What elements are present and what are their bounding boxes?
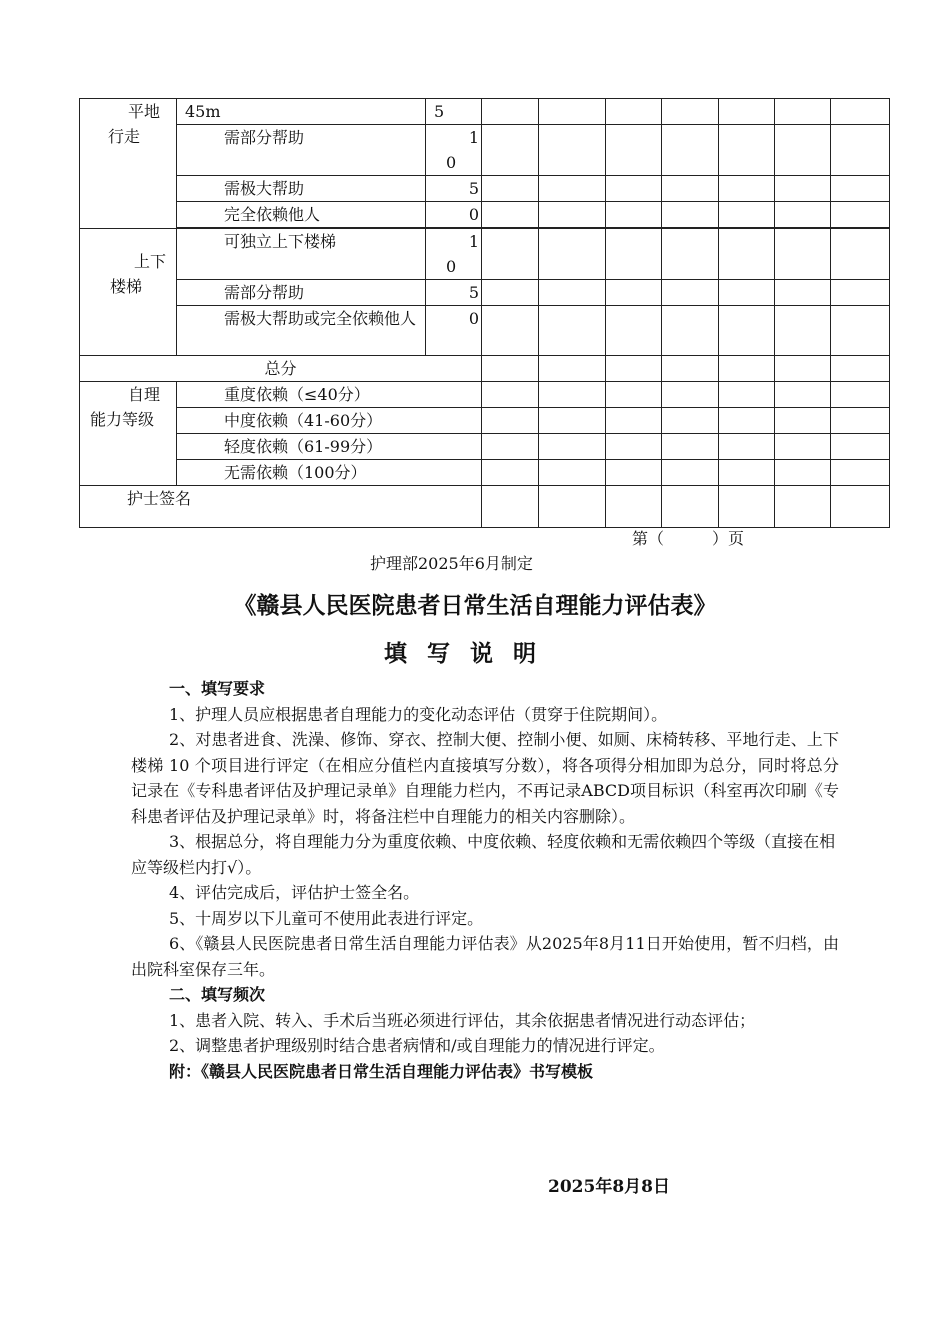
score-cell[interactable] (775, 229, 831, 280)
score-cell[interactable] (606, 125, 662, 176)
check-cell[interactable] (606, 382, 662, 408)
score-cell[interactable] (539, 176, 606, 202)
score-cell[interactable] (662, 356, 719, 382)
score-cell[interactable] (539, 229, 606, 280)
score-cell[interactable] (831, 306, 890, 356)
score-cell[interactable] (831, 99, 890, 125)
check-cell[interactable] (831, 408, 890, 434)
score-cell[interactable] (662, 229, 719, 280)
score-cell[interactable] (606, 202, 662, 228)
date: 2025年8月8日 (548, 1177, 670, 1197)
score-cell[interactable] (719, 125, 775, 176)
check-cell[interactable] (719, 460, 775, 486)
score-cell[interactable] (606, 306, 662, 356)
score-cell[interactable] (606, 280, 662, 306)
score-cell[interactable] (539, 125, 606, 176)
score-cell[interactable] (831, 176, 890, 202)
assessment-table (79, 98, 890, 528)
score-cell[interactable] (482, 229, 539, 280)
score-cell[interactable] (482, 280, 539, 306)
table-row (80, 229, 890, 280)
score-cell[interactable] (719, 280, 775, 306)
instruction-item: 1、患者入院、转入、手术后当班必须进行评估，其余依据患者情况进行动态评估； (169, 1010, 756, 1030)
score-cell[interactable] (482, 306, 539, 356)
score-cell[interactable] (775, 176, 831, 202)
table-row (80, 434, 890, 460)
score-cell[interactable] (831, 356, 890, 382)
score-cell[interactable] (831, 229, 890, 280)
item-score: 0 (426, 202, 482, 228)
item-score: 5 (426, 176, 482, 202)
item-label: 需部分帮助 (177, 125, 426, 176)
check-cell[interactable] (482, 460, 539, 486)
score-cell[interactable] (662, 306, 719, 356)
score-cell[interactable] (662, 202, 719, 228)
table-row (80, 486, 890, 528)
signature-cell[interactable] (539, 486, 606, 528)
score-cell[interactable] (831, 280, 890, 306)
category-walking: 平地 行走 (80, 99, 177, 229)
score-cell[interactable] (775, 202, 831, 228)
check-cell[interactable] (775, 434, 831, 460)
score-cell[interactable] (719, 176, 775, 202)
score-cell[interactable] (775, 306, 831, 356)
made-by: 护理部2025年6月制定 (370, 554, 533, 573)
score-cell[interactable] (719, 99, 775, 125)
item-score: 1 0 (426, 125, 482, 176)
item-label: 需部分帮助 (177, 280, 426, 306)
signature-cell[interactable] (482, 486, 539, 528)
grade-label: 轻度依赖（61-99分） (177, 434, 482, 460)
table-row (80, 382, 890, 408)
score-cell[interactable] (606, 99, 662, 125)
check-cell[interactable] (482, 434, 539, 460)
check-cell[interactable] (662, 460, 719, 486)
check-cell[interactable] (775, 408, 831, 434)
check-cell[interactable] (606, 434, 662, 460)
signature-cell[interactable] (606, 486, 662, 528)
check-cell[interactable] (539, 382, 606, 408)
score-cell[interactable] (719, 229, 775, 280)
score-cell[interactable] (662, 280, 719, 306)
score-cell[interactable] (831, 202, 890, 228)
score-cell[interactable] (662, 176, 719, 202)
table-row (80, 202, 890, 228)
score-cell[interactable] (482, 202, 539, 228)
grade-label: 无需依赖（100分） (177, 460, 482, 486)
table-row (80, 176, 890, 202)
check-cell[interactable] (775, 382, 831, 408)
table-row (80, 460, 890, 486)
check-cell[interactable] (831, 382, 890, 408)
instruction-item: 1、护理人员应根据患者自理能力的变化动态评估（贯穿于住院期间）。 (169, 704, 668, 724)
score-cell[interactable] (482, 176, 539, 202)
section-heading: 二、填写频次 (169, 985, 266, 1004)
table-row (80, 356, 890, 382)
item-label: 完全依赖他人 (177, 202, 426, 228)
item-score: 5 (426, 280, 482, 306)
table-row (80, 125, 890, 176)
score-cell[interactable] (719, 356, 775, 382)
score-cell[interactable] (831, 125, 890, 176)
check-cell[interactable] (539, 408, 606, 434)
check-cell[interactable] (775, 460, 831, 486)
check-cell[interactable] (719, 382, 775, 408)
instruction-item: 4、评估完成后，评估护士签全名。 (169, 883, 420, 902)
instructions (131, 676, 839, 1084)
item-label: 可独立上下楼梯 (177, 229, 426, 280)
score-cell[interactable] (719, 202, 775, 228)
check-cell[interactable] (482, 382, 539, 408)
score-cell[interactable] (539, 202, 606, 228)
grade-label: 重度依赖（≤40分） (177, 382, 482, 408)
instruction-item: 5、十周岁以下儿童可不使用此表进行评定。 (169, 908, 484, 928)
score-cell[interactable] (539, 306, 606, 356)
instruction-item: 6、《赣县人民医院患者日常生活自理能力评估表》从2025年8月11日开始使用，暂不归档，由出院科室保存三年。 (131, 934, 839, 979)
score-cell[interactable] (539, 280, 606, 306)
section-heading: 一、填写要求 (169, 679, 266, 698)
score-cell[interactable] (606, 176, 662, 202)
item-score: 0 (426, 306, 482, 356)
score-cell[interactable] (662, 125, 719, 176)
score-cell[interactable] (606, 229, 662, 280)
check-cell[interactable] (606, 408, 662, 434)
category-stairs: 上下 楼梯 (80, 229, 177, 356)
instruction-item: 3、根据总分，将自理能力分为重度依赖、中度依赖、轻度依赖和无需依赖四个等级（直接在相应等级栏内打√）。 (131, 832, 836, 877)
score-cell[interactable] (662, 99, 719, 125)
instruction-item: 2、对患者进食、洗澡、修饰、穿衣、控制大便、控制小便、如厕、床椅转移、平地行走、上下楼梯 10 个项目进行评定（在相应分值栏内直接填写分数），将各项得分相加即为总分，同时将总分记录在《专科患者评估及护理记录单》自理能力栏内，不再记录ABCD项目标识（科室再次印刷《专科患者评估及护理记录单》时，将备注栏中自理能力的相关内容删除）。 (131, 730, 839, 826)
check-cell[interactable] (831, 434, 890, 460)
check-cell[interactable] (539, 434, 606, 460)
table-row (80, 280, 890, 306)
score-cell[interactable] (775, 356, 831, 382)
signature-cell[interactable] (719, 486, 775, 528)
nurse-sign-label: 护士签名 (80, 486, 482, 528)
check-cell[interactable] (662, 434, 719, 460)
item-score: 5 (426, 99, 482, 125)
score-cell[interactable] (775, 280, 831, 306)
score-cell[interactable] (606, 356, 662, 382)
item-label: 需极大帮助或完全依赖他人 (177, 306, 426, 356)
doc-subtitle: 填写说明 (384, 640, 556, 667)
check-cell[interactable] (662, 408, 719, 434)
signature-cell[interactable] (831, 486, 890, 528)
category-grade: 自理 能力等级 (80, 382, 177, 486)
score-cell[interactable] (539, 356, 606, 382)
doc-title: 《赣县人民医院患者日常生活自理能力评估表》 (233, 592, 717, 619)
score-cell[interactable] (482, 356, 539, 382)
check-cell[interactable] (719, 434, 775, 460)
check-cell[interactable] (606, 460, 662, 486)
total-label: 总分 (80, 356, 482, 382)
grade-label: 中度依赖（41-60分） (177, 408, 482, 434)
check-cell[interactable] (662, 382, 719, 408)
score-cell[interactable] (719, 306, 775, 356)
table-row (80, 408, 890, 434)
item-label: 需极大帮助 (177, 176, 426, 202)
score-cell[interactable] (482, 99, 539, 125)
item-label: 45m (177, 99, 426, 125)
score-cell[interactable] (775, 125, 831, 176)
appendix-note: 附：《赣县人民医院患者日常生活自理能力评估表》书写模板 (169, 1061, 594, 1081)
check-cell[interactable] (831, 460, 890, 486)
item-score: 1 0 (426, 229, 482, 280)
signature-cell[interactable] (775, 486, 831, 528)
check-cell[interactable] (719, 408, 775, 434)
check-cell[interactable] (539, 460, 606, 486)
table-row (80, 99, 890, 125)
table-row (80, 306, 890, 356)
check-cell[interactable] (482, 408, 539, 434)
score-cell[interactable] (539, 99, 606, 125)
signature-cell[interactable] (662, 486, 719, 528)
page-marker: 第（ ）页 (632, 529, 745, 548)
score-cell[interactable] (775, 99, 831, 125)
score-cell[interactable] (482, 125, 539, 176)
instruction-item: 2、调整患者护理级别时结合患者病情和/或自理能力的情况进行评定。 (169, 1036, 665, 1055)
